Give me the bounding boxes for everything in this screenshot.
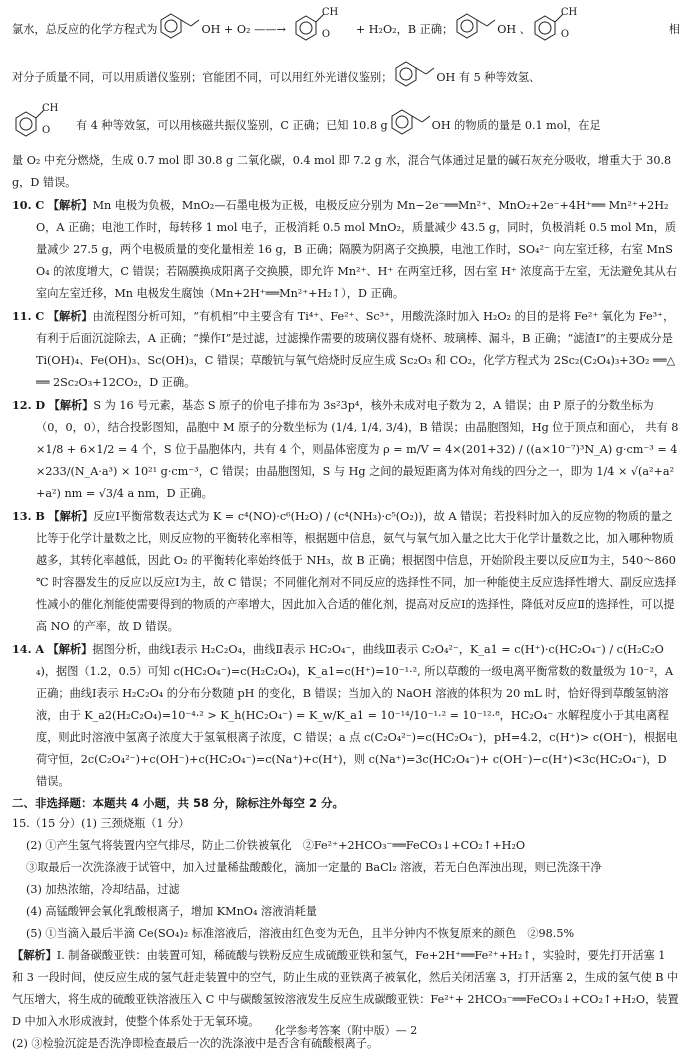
q9-text-1a: 氯水，总反应的化学方程式为	[12, 23, 158, 36]
q10-number: 10. C	[12, 198, 45, 212]
q12-text-e: 10²¹ g·cm⁻³，C 错误；由晶胞图知，S 与 Hg 之间的最短距离为体对角线的四分之一，即为 1/4 × √(a²+a²+a²) nm =	[36, 465, 675, 500]
q10-block	[12, 194, 680, 305]
q13-tag: 【解析】	[48, 510, 94, 523]
benzyl-alcohol-structure-2	[453, 6, 497, 54]
q11-tag: 【解析】	[47, 310, 93, 323]
q15-analysis-text: Ⅰ. 制备碳酸亚铁：由装置可知，稀硫酸与铁粉反应生成硫酸亚铁和氢气，Fe+2H⁺══Fe²⁺+H₂↑，实验时，要先打开活塞 1 和 3 一段时间，使反应生成的氢气赶走装置中的空气，防止生成的亚铁离子被氧化，然后关闭活塞 3，打开活塞 2，生成的氢气使 B 中气压增大，将生成的硫酸亚铁溶液压入 C 中与碳酸氢铵溶液发生反应生成碳酸亚铁：Fe²⁺+ 2HCO₃⁻══FeCO₃↓+CO₂↑+H₂O，装置 D 中加入水形成液封，使整个体系处于无氧环境。	[12, 949, 679, 1028]
q12-text-d: 共有 8×1/8 + 6×1/2 = 4 个，S 位于晶胞体内，共有 4 个，则晶体密度为 ρ = m/V = 4×(201+32) / ((a×10⁻⁷)³N_A) g·cm⁻³ = 4×233/(N_A·a³) ×	[36, 421, 679, 478]
q9-text-3a: 有 4 种等效氢，可以用核磁共振仪鉴别，C 正确；已知 10.8 g	[76, 119, 388, 132]
benzaldehyde-structure-2	[531, 6, 581, 54]
q9-line-1	[12, 6, 680, 54]
q12-block	[12, 394, 680, 505]
q15-head: 15.（15 分）(1) 三颈烧瓶（1 分）	[12, 817, 190, 830]
benzyl-alcohol-structure	[157, 6, 201, 54]
q9-text-1c: + H₂O₂，B 正确；	[355, 23, 454, 36]
q15-part-2: (2) ①产生氢气将装置内空气排尽，防止二价铁被氧化 ②Fe²⁺+2HCO₃⁻══FeCO₃↓+CO₂↑+H₂O	[26, 839, 526, 852]
q11-number: 11. C	[12, 309, 45, 323]
q10-tag: 【解析】	[47, 199, 93, 212]
q10-text: Mn 电极为负极，MnO₂—石墨电极为正极，电极反应分别为 Mn−2e⁻══Mn²⁺、MnO₂+2e⁻+4H⁺══ Mn²⁺+2H₂O，A 正确；电池工作时，每转移 1 mol 电子，正极消耗 0.5 mol MnO₂，质量减少 43.5 g，同时，负极消耗 0.5 mol Mn，质量减少 27.5 g，两个电极质量的变化量相差 16 g，B 正确；隔膜为阴离子交换膜，电池工作时，SO₄²⁻ 向左室迁移，右室 MnSO₄ 的浓度增大，C 错误；若隔膜换成阳离子交换膜，即允许 Mn²⁺、H⁺ 在两室迁移，因右室 H⁺ 浓度高于左室，无法避免其从右室向左室迁移，Mn 电极发生腐蚀（Mn+2H⁺══Mn²⁺+H₂↑），D 正确。	[36, 199, 677, 300]
cho-label: CHO	[321, 7, 339, 40]
benzyl-alcohol-structure-4	[388, 102, 432, 150]
q15-analysis	[12, 945, 680, 1033]
page-footer: 化学参考答案（附中版）— 2	[274, 1024, 418, 1037]
q9-line-4: 量 O₂ 中充分燃烧，生成 0.7 mol 即 30.8 g 二氧化碳，0.4 mol 即 7.2 g 水，混合气体通过足量的碱石灰充分吸收，增重大于 30.8 g，D 错误。	[12, 154, 672, 189]
q9-line-2	[12, 54, 680, 102]
q9-text-1d: OH 、	[497, 23, 531, 36]
q15-part-2-3: ③取最后一次洗涤液于试管中，加入过量稀盐酸酸化，滴加一定量的 BaCl₂ 溶液，若无白色浑浊出现，则已洗涤干净	[26, 861, 602, 874]
q15-tag: 【解析】	[12, 949, 57, 962]
q9-text-1b: OH + O₂ ——→	[201, 23, 286, 36]
q15-part-4: (4) 高锰酸钾会氧化乳酸根离子，增加 KMnO₄ 溶液消耗量	[26, 905, 317, 918]
benzaldehyde-structure-3	[12, 102, 62, 150]
q15-part-3: (3) 加热浓缩，冷却结晶，过滤	[26, 883, 180, 896]
q9-text-1e: 相	[668, 23, 680, 36]
q12-text-a: S 为 16 号元素，基态 S 原子的价电子排布为 3s²3p⁴，核外未成对电子数为 2，A 错误；由 P 原子的分数坐	[93, 399, 632, 412]
q12-tag: 【解析】	[48, 399, 94, 412]
q9-text-2a: 对分子质量不同，可以用质谱仪鉴别；官能团不同，可以用红外光谱仪鉴别；	[12, 71, 393, 84]
q15-analysis-2: (2) ③检验沉淀是否洗净即检查最后一次的洗涤液中是否含有硫酸根离子。	[12, 1037, 379, 1050]
q14-number: 14. A	[12, 642, 45, 656]
cho-label-2: CHO	[560, 7, 578, 40]
benzaldehyde-structure	[292, 6, 342, 54]
q12-text-b: 标为（0，0，0），结合投影图知，晶胞中 M 原子的分数坐标为	[36, 399, 654, 434]
q11-text: 由流程图分析可知，“有机相”中主要含有 Ti⁴⁺、Fe²⁺、Sc³⁺，用酸洗涤时加入 H₂O₂ 的目的是将 Fe²⁺ 氧化为 Fe³⁺，有利于后面沉淀除去，A 正确；“操作Ⅰ”是过滤，过滤操作需要的玻璃仪器有烧杯、玻璃棒、漏斗，B 正确；“滤渣Ⅰ”的主要成分是 Ti(OH)₄、Fe(OH)₃、Sc(OH)₃，C 错误；草酸钪与氧气焙烧时反应生成 Sc₂O₃ 和 CO₂，化学方程式为 2Sc₂(C₂O₄)₃+3O₂ ══△══ 2Sc₂O₃+12CO₂，D 正确。	[36, 310, 676, 389]
q11-block	[12, 305, 680, 394]
q9-text-2b: OH 有 5 种等效氢、	[436, 71, 541, 84]
section-2-heading: 二、非选择题：本题共 4 小题，共 58 分，除标注外每空 2 分。	[12, 796, 345, 810]
q13-text: 反应Ⅰ平衡常数表达式为 K = c⁴(NO)·c⁶(H₂O) / (c⁴(NH₃)·c⁵(O₂))，故 A 错误；若投料时加入的反应物的物质的量之比等于化学计量数之比，则反应物的平衡转化率相等，根据题中信息，氨气与氧气加入量之比大于化学计量数之比，加入哪种物质越多，其转化率越低，因此 O₂ 的平衡转化率始终低于 NH₃，故 B 正确；根据图中信息，开始阶段主要以反应Ⅱ为主，540～860 ℃ 时容器发生的反应以反应Ⅰ为主，故 C 错误；不同催化剂对不同反应的选择性不同，加一种能使主反应选择性增大、副反应选择性减小的催化剂能使需要得到的物质的产率增大，因此加入合适的催化剂，提高对反应Ⅰ的选择性，降低对反应Ⅱ的选择性，可以提高 NO 的产率，故 D 错误。	[36, 510, 677, 633]
q14-tag: 【解析】	[47, 643, 93, 656]
q12-text-c: ，B 错误；由晶胞图知，Hg 位于顶点和面心，	[408, 421, 642, 434]
q12-text-f: √3/4 a nm，D 正确。	[98, 487, 213, 500]
cho-label-3: CHO	[42, 103, 59, 136]
q9-line-3	[12, 102, 680, 150]
benzyl-alcohol-structure-3	[392, 54, 436, 102]
q15-part-5: (5) ①当滴入最后半滴 Ce(SO₄)₂ 标准溶液后，溶液由红色变为无色，且半分钟内不恢复原来的颜色 ②98.5%	[26, 927, 575, 940]
q12-number: 12. D	[12, 398, 46, 412]
q14-text: 据图分析，曲线Ⅰ表示 H₂C₂O₄，曲线Ⅱ表示 HC₂O₄⁻，曲线Ⅲ表示 C₂O₄²⁻，K_a1 = c(H⁺)·c(HC₂O₄⁻) / c(H₂C₂O₄)，据图（1.2，0.5）可知 c(HC₂O₄⁻)=c(H₂C₂O₄)，K_a1=c(H⁺)=10⁻¹·², 所以草酸的一级电离平衡常数的数量级为 10⁻²，A 正确；曲线Ⅰ表示 H₂C₂O₄ 的分布分数随 pH 的变化，B 错误；当加入的 NaOH 溶液的体积为 20 mL 时，恰好得到草酸氢钠溶液，由于 K_a2(H₂C₂O₄)=10⁻⁴·² > K_h(HC₂O₄⁻) = K_w/K_a1 = 10⁻¹⁴/10⁻¹·² = 10⁻¹²·⁸，HC₂O₄⁻ 水解程度小于其电离程度，则此时溶液中氢离子浓度大于氢氧根离子浓度，C 错误；a 点 c(C₂O₄²⁻)=c(HC₂O₄⁻)，pH=4.2，c(H⁺)> c(OH⁻)，根据电荷守恒，2c(C₂O₄²⁻)+c(OH⁻)+c(HC₂O₄⁻)=c(Na⁺)+c(H⁺)，则 c(Na⁺)=3c(HC₂O₄⁻)+ c(OH⁻)−c(H⁺)<3c(HC₂O₄⁻)，D 错误。	[36, 643, 678, 788]
q13-block	[12, 505, 680, 638]
q12-coordinate: (1/4, 1/4, 3/4)	[331, 421, 409, 434]
q9-text-3b: OH 的物质的量是 0.1 mol，在足	[431, 119, 601, 132]
q14-block	[12, 638, 680, 793]
q13-number: 13. B	[12, 509, 45, 523]
